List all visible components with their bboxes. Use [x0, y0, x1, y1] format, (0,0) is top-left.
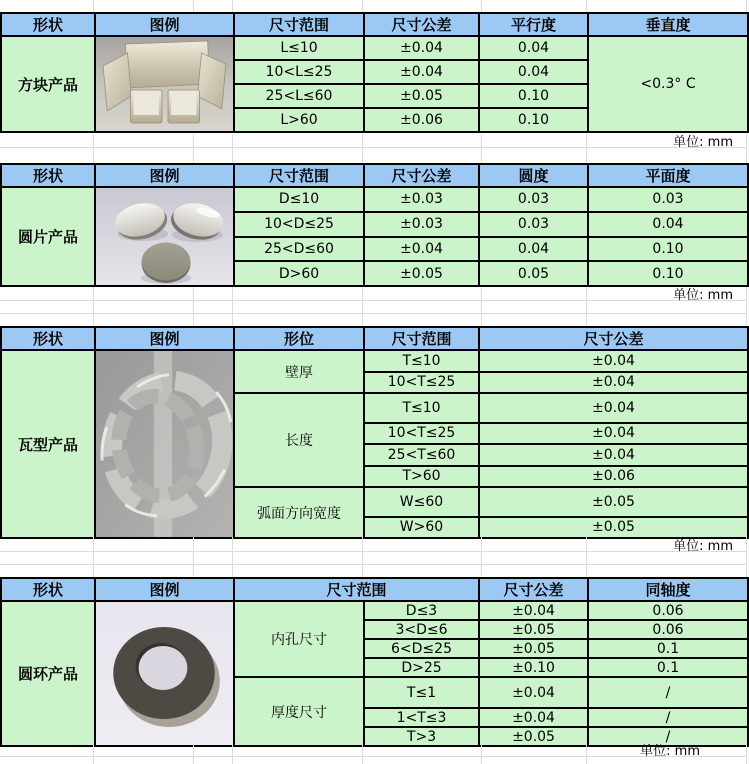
tolerance-cell: ±0.05: [479, 517, 748, 539]
tolerance-cell: ±0.03: [364, 212, 479, 237]
size-range-cell: L≤10: [234, 36, 364, 60]
grid-cell: [233, 743, 363, 756]
grid-cell: [233, 564, 363, 577]
tolerance-cell: ±0.04: [479, 350, 748, 372]
grid-cell: [363, 743, 482, 756]
feature-label: 壁厚: [234, 350, 364, 393]
col-header: 形状: [1, 327, 95, 350]
col-header: 尺寸范围: [364, 327, 479, 350]
roundness-cell: 0.03: [479, 212, 588, 237]
tolerance-cell: ±0.04: [479, 601, 588, 620]
tolerance-cell: ±0.05: [479, 727, 588, 746]
grid-cell: [194, 147, 233, 163]
grid-cell: [233, 756, 363, 764]
col-header: 尺寸公差: [479, 327, 748, 350]
disc-products-table: [0, 163, 749, 287]
size-range-cell: D≤3: [364, 601, 479, 620]
grid-cell: [94, 551, 194, 564]
grid-cell: [233, 313, 363, 326]
col-header: 尺寸范围: [234, 13, 364, 36]
tolerance-cell: ±0.06: [364, 108, 479, 132]
size-range-cell: 10<T≤25: [364, 423, 479, 445]
col-header: 尺寸公差: [364, 164, 479, 187]
col-header: 形状: [1, 164, 95, 187]
size-range-cell: 25<D≤60: [234, 237, 364, 262]
grid-cell: [0, 147, 94, 163]
grid-cell: [94, 756, 194, 764]
grid-cell: [587, 313, 747, 326]
unit-label: 单位: mm: [587, 537, 747, 551]
grid-cell: [94, 300, 194, 313]
feature-label: 弧面方向宽度: [234, 487, 364, 538]
col-header: 尺寸公差: [364, 13, 479, 36]
grid-cell: [363, 300, 482, 313]
col-header: 尺寸公差: [479, 578, 588, 601]
grid-row: [0, 300, 747, 314]
unit-label: 单位: mm: [587, 287, 747, 300]
col-header: 垂直度: [588, 13, 748, 36]
unit-row: [0, 134, 747, 148]
shape-label: 方块产品: [1, 36, 95, 132]
grid-cell: [233, 300, 363, 313]
grid-cell: [482, 564, 587, 577]
grid-cell: [233, 0, 363, 12]
col-header: 平行度: [479, 13, 588, 36]
grid-row: [0, 756, 747, 764]
grid-cell: [482, 0, 587, 12]
grid-cell: [482, 756, 587, 764]
size-range-cell: 6<D≤25: [364, 639, 479, 658]
grid-cell: [0, 551, 94, 564]
grid-cell: [94, 134, 194, 147]
grid-cell: [194, 756, 233, 764]
ring-magnet-photo: [96, 602, 233, 745]
grid-cell: [0, 134, 94, 147]
coaxiality-cell: 0.1: [588, 639, 748, 658]
grid-cell: [94, 0, 194, 12]
grid-cell: [0, 743, 94, 756]
grid-cell: [0, 287, 94, 300]
size-range-cell: 10<D≤25: [234, 212, 364, 237]
size-range-cell: D>25: [364, 658, 479, 677]
grid-row: [0, 551, 747, 565]
size-range-cell: W≤60: [364, 487, 479, 517]
size-range-cell: T≤10: [364, 350, 479, 372]
grid-cell: [363, 0, 482, 12]
size-range-cell: T≤1: [364, 677, 479, 708]
parallelism-cell: 0.04: [479, 36, 588, 60]
arc-magnets-photo: [96, 351, 233, 537]
col-header: 尺寸范围: [234, 578, 479, 601]
grid-row: [0, 564, 747, 577]
col-header: 图例: [95, 13, 234, 36]
grid-cell: [587, 0, 747, 12]
unit-row: [0, 743, 747, 757]
grid-cell: [363, 551, 482, 564]
grid-cell: [482, 537, 587, 551]
col-header: 图例: [95, 578, 234, 601]
grid-cell: [233, 287, 363, 300]
col-header: 图例: [95, 327, 234, 350]
legend-photo-cell: [95, 187, 234, 286]
tolerance-cell: ±0.04: [479, 677, 588, 708]
grid-cell: [482, 134, 587, 147]
legend-photo-cell: [95, 36, 234, 132]
grid-cell: [587, 147, 747, 163]
grid-cell: [587, 564, 747, 577]
grid-cell: [363, 147, 482, 163]
grid-cell: [194, 537, 233, 551]
col-header: 同轴度: [588, 578, 748, 601]
grid-cell: [587, 551, 747, 564]
tolerance-cell: ±0.04: [364, 36, 479, 60]
size-range-cell: T>3: [364, 727, 479, 746]
size-range-cell: T>60: [364, 466, 479, 488]
tolerance-cell: ±0.05: [479, 620, 588, 639]
tolerance-cell: ±0.05: [479, 487, 748, 517]
grid-cell: [194, 743, 233, 756]
size-range-cell: 3<D≤6: [364, 620, 479, 639]
coaxiality-cell: /: [588, 727, 748, 746]
grid-cell: [0, 0, 94, 12]
parallelism-cell: 0.10: [479, 108, 588, 132]
grid-cell: [0, 756, 94, 764]
ring-products-table: [0, 577, 749, 747]
size-range-cell: W>60: [364, 517, 479, 539]
flatness-cell: 0.10: [588, 261, 748, 286]
tolerance-cell: ±0.04: [364, 237, 479, 262]
grid-cell: [0, 313, 94, 326]
flatness-cell: 0.04: [588, 212, 748, 237]
grid-cell: [363, 287, 482, 300]
size-range-cell: D≤10: [234, 187, 364, 212]
tolerance-cell: ±0.05: [364, 84, 479, 108]
coaxiality-cell: 0.1: [588, 658, 748, 677]
shape-label: 圆片产品: [1, 187, 95, 286]
size-range-cell: D>60: [234, 261, 364, 286]
shape-label: 圆环产品: [1, 601, 95, 746]
grid-cell: [482, 287, 587, 300]
grid-row: [0, 0, 747, 12]
shape-label: 瓦型产品: [1, 350, 95, 538]
unit-label: 单位: mm: [587, 134, 747, 147]
grid-cell: [194, 313, 233, 326]
grid-cell: [194, 287, 233, 300]
grid-cell: [94, 147, 194, 163]
size-range-cell: 10<T≤25: [364, 372, 479, 394]
roundness-cell: 0.05: [479, 261, 588, 286]
grid-cell: [94, 564, 194, 577]
grid-cell: [94, 313, 194, 326]
grid-cell: [0, 564, 94, 577]
grid-cell: [482, 551, 587, 564]
grid-cell: [363, 756, 482, 764]
grid-cell: [363, 564, 482, 577]
grid-cell: [363, 134, 482, 147]
grid-cell: [363, 313, 482, 326]
size-range-cell: T≤10: [364, 393, 479, 423]
coaxiality-cell: /: [588, 708, 748, 727]
grid-cell: [194, 300, 233, 313]
col-header: 圆度: [479, 164, 588, 187]
flatness-cell: 0.03: [588, 187, 748, 212]
size-range-cell: 25<T≤60: [364, 444, 479, 466]
grid-cell: [233, 537, 363, 551]
roundness-cell: 0.03: [479, 187, 588, 212]
size-range-cell: L>60: [234, 108, 364, 132]
feature-label: 厚度尺寸: [234, 677, 364, 746]
tolerance-cell: ±0.04: [479, 444, 748, 466]
grid-cell: [233, 147, 363, 163]
grid-cell: [482, 300, 587, 313]
grid-cell: [233, 134, 363, 147]
tolerance-cell: ±0.06: [479, 466, 748, 488]
grid-cell: [194, 551, 233, 564]
grid-cell: [0, 537, 94, 551]
grid-cell: [363, 537, 482, 551]
grid-cell: [194, 0, 233, 12]
grid-cell: [482, 743, 587, 756]
unit-label: 单位: mm: [587, 743, 747, 756]
legend-photo-cell: [95, 350, 234, 538]
disc-magnets-photo: [96, 188, 233, 285]
grid-row: [0, 313, 747, 326]
col-header: 形位: [234, 327, 364, 350]
tolerance-cell: ±0.04: [479, 393, 748, 423]
coaxiality-cell: /: [588, 677, 748, 708]
grid-cell: [233, 551, 363, 564]
grid-cell: [587, 756, 747, 764]
roundness-cell: 0.04: [479, 237, 588, 262]
grid-cell: [194, 564, 233, 577]
unit-row: [0, 537, 747, 552]
grid-row: [0, 147, 747, 163]
parallelism-cell: 0.10: [479, 84, 588, 108]
coaxiality-cell: 0.06: [588, 601, 748, 620]
unit-row: [0, 287, 747, 301]
arc-products-table: [0, 326, 749, 539]
grid-cell: [194, 134, 233, 147]
size-range-cell: 1<T≤3: [364, 708, 479, 727]
grid-cell: [587, 300, 747, 313]
perpendicularity-cell: <0.3° C: [588, 36, 748, 132]
tolerance-cell: ±0.03: [364, 187, 479, 212]
feature-label: 长度: [234, 393, 364, 487]
flatness-cell: 0.10: [588, 237, 748, 262]
tolerance-cell: ±0.04: [479, 423, 748, 445]
grid-cell: [94, 743, 194, 756]
coaxiality-cell: 0.06: [588, 620, 748, 639]
feature-label: 内孔尺寸: [234, 601, 364, 677]
col-header: 形状: [1, 578, 95, 601]
grid-cell: [482, 147, 587, 163]
grid-cell: [0, 300, 94, 313]
tolerance-cell: ±0.04: [479, 708, 588, 727]
tolerance-cell: ±0.10: [479, 658, 588, 677]
parallelism-cell: 0.04: [479, 60, 588, 84]
col-header: 平面度: [588, 164, 748, 187]
grid-cell: [94, 287, 194, 300]
block-magnets-photo: [96, 37, 233, 131]
tolerance-cell: ±0.04: [479, 372, 748, 394]
size-range-cell: 25<L≤60: [234, 84, 364, 108]
grid-cell: [482, 313, 587, 326]
col-header: 形状: [1, 13, 95, 36]
grid-cell: [94, 537, 194, 551]
tolerance-cell: ±0.05: [479, 639, 588, 658]
tolerance-cell: ±0.05: [364, 261, 479, 286]
legend-photo-cell: [95, 601, 234, 746]
col-header: 图例: [95, 164, 234, 187]
col-header: 尺寸范围: [234, 164, 364, 187]
tolerance-cell: ±0.04: [364, 60, 479, 84]
size-range-cell: 10<L≤25: [234, 60, 364, 84]
block-products-table: [0, 12, 749, 133]
